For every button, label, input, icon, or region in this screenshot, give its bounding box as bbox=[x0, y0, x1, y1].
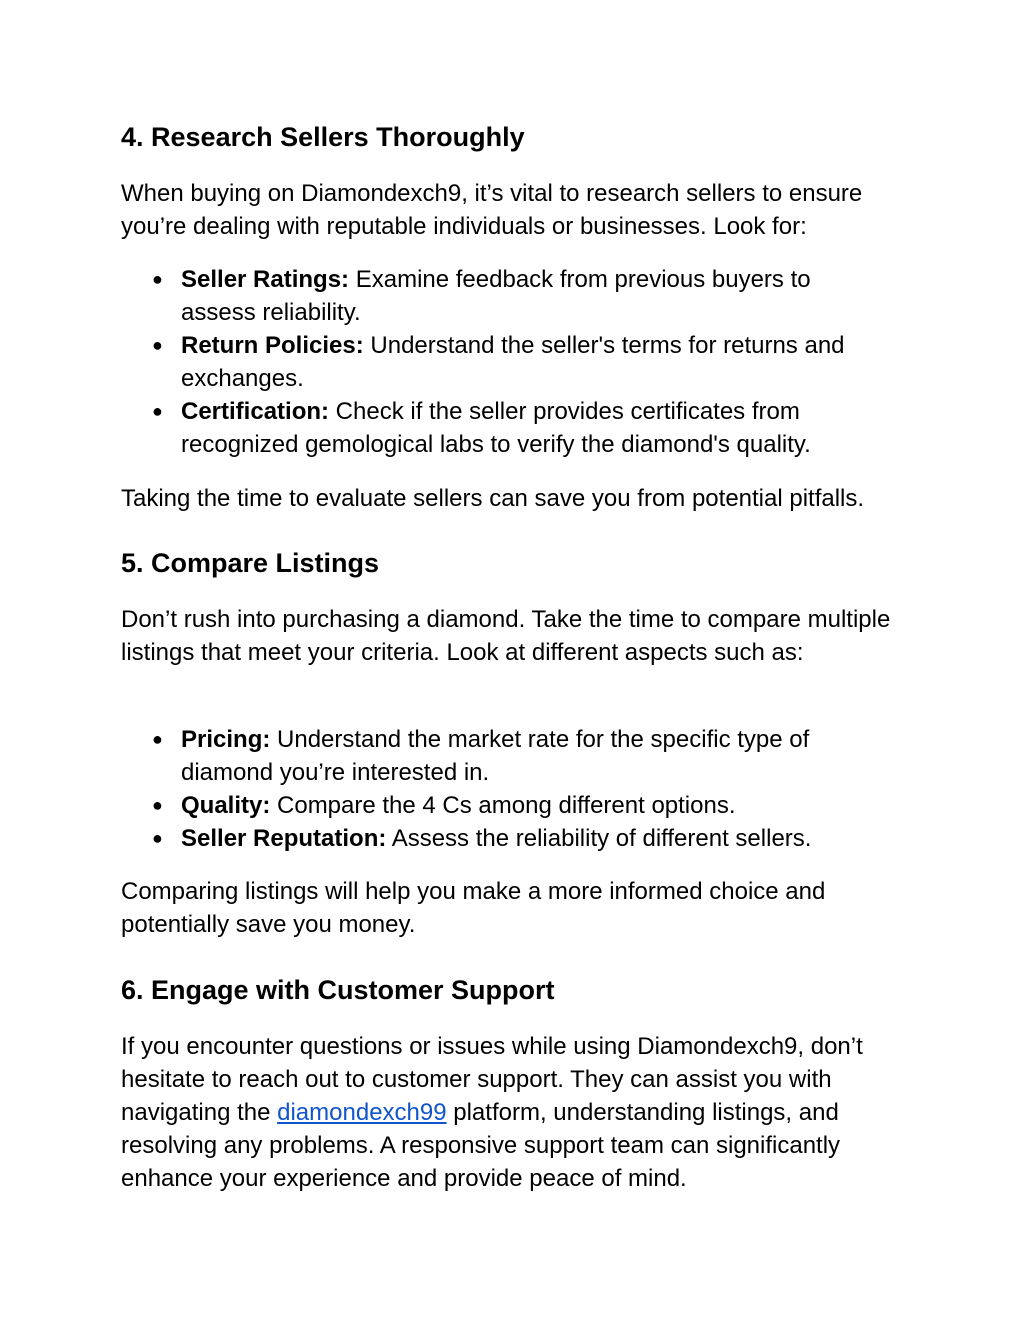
bullet-icon: ● bbox=[152, 269, 163, 289]
list-item bbox=[121, 329, 881, 395]
section-4-intro: When buying on Diamondexch9, it’s vital to research sellers to ensure you’re dealing with reputable individuals or businesses. Look for: bbox=[121, 180, 863, 240]
bullet-icon: ● bbox=[152, 795, 163, 815]
list-item-label: Return Policies: bbox=[181, 332, 364, 359]
list-item-text: Understand the seller's terms for returns and exchanges. bbox=[181, 332, 845, 392]
section-5-list bbox=[121, 723, 911, 855]
list-item-label: Pricing: bbox=[181, 726, 271, 753]
list-item-text: Understand the market rate for the specific type of diamond you’re interested in. bbox=[181, 726, 810, 786]
list-item bbox=[121, 395, 881, 461]
section-4-list bbox=[121, 263, 911, 461]
bullet-icon: ● bbox=[152, 401, 163, 421]
list-item-label: Quality: bbox=[181, 792, 271, 819]
list-item-text: Compare the 4 Cs among different options. bbox=[270, 792, 736, 819]
section-6-body bbox=[121, 1030, 911, 1195]
list-item-label: Seller Ratings: bbox=[181, 266, 350, 293]
section-4-outro: Taking the time to evaluate sellers can save you from potential pitfalls. bbox=[121, 485, 865, 512]
section-4-heading: 4. Research Sellers Thoroughly bbox=[121, 122, 525, 152]
section-6-body-start: If you encounter questions or issues while using Diamondexch9, don’t hesitate to reach out to customer support. They can assist you with navigating the bbox=[121, 1033, 863, 1126]
section-5-intro: Don’t rush into purchasing a diamond. Take the time to compare multiple listings that meet your criteria. Look at different aspects such as: bbox=[121, 606, 891, 666]
bullet-icon: ● bbox=[152, 828, 163, 848]
section-6-heading: 6. Engage with Customer Support bbox=[121, 975, 555, 1005]
list-item bbox=[121, 263, 881, 329]
list-item-text: Assess the reliability of different sellers. bbox=[386, 825, 812, 852]
section-5-outro: Comparing listings will help you make a more informed choice and potentially save you money. bbox=[121, 878, 826, 938]
list-item bbox=[121, 822, 881, 855]
list-item-text: Check if the seller provides certificates from recognized gemological labs to verify the diamond's quality. bbox=[181, 398, 811, 458]
section-5-heading: 5. Compare Listings bbox=[121, 548, 380, 578]
list-item-label: Certification: bbox=[181, 398, 330, 425]
bullet-icon: ● bbox=[152, 729, 163, 749]
section-6-body-end: platform, understanding listings, and resolving any problems. A responsive support team can significantly enhance your experience and provide peace of mind. bbox=[121, 1099, 841, 1192]
list-item-label: Seller Reputation: bbox=[181, 825, 387, 852]
bullet-icon: ● bbox=[152, 335, 163, 355]
diamondexch99-link[interactable]: diamondexch99 bbox=[277, 1099, 447, 1126]
list-item-text: Examine feedback from previous buyers to assess reliability. bbox=[181, 266, 811, 326]
list-item bbox=[121, 789, 881, 822]
list-item bbox=[121, 723, 881, 789]
